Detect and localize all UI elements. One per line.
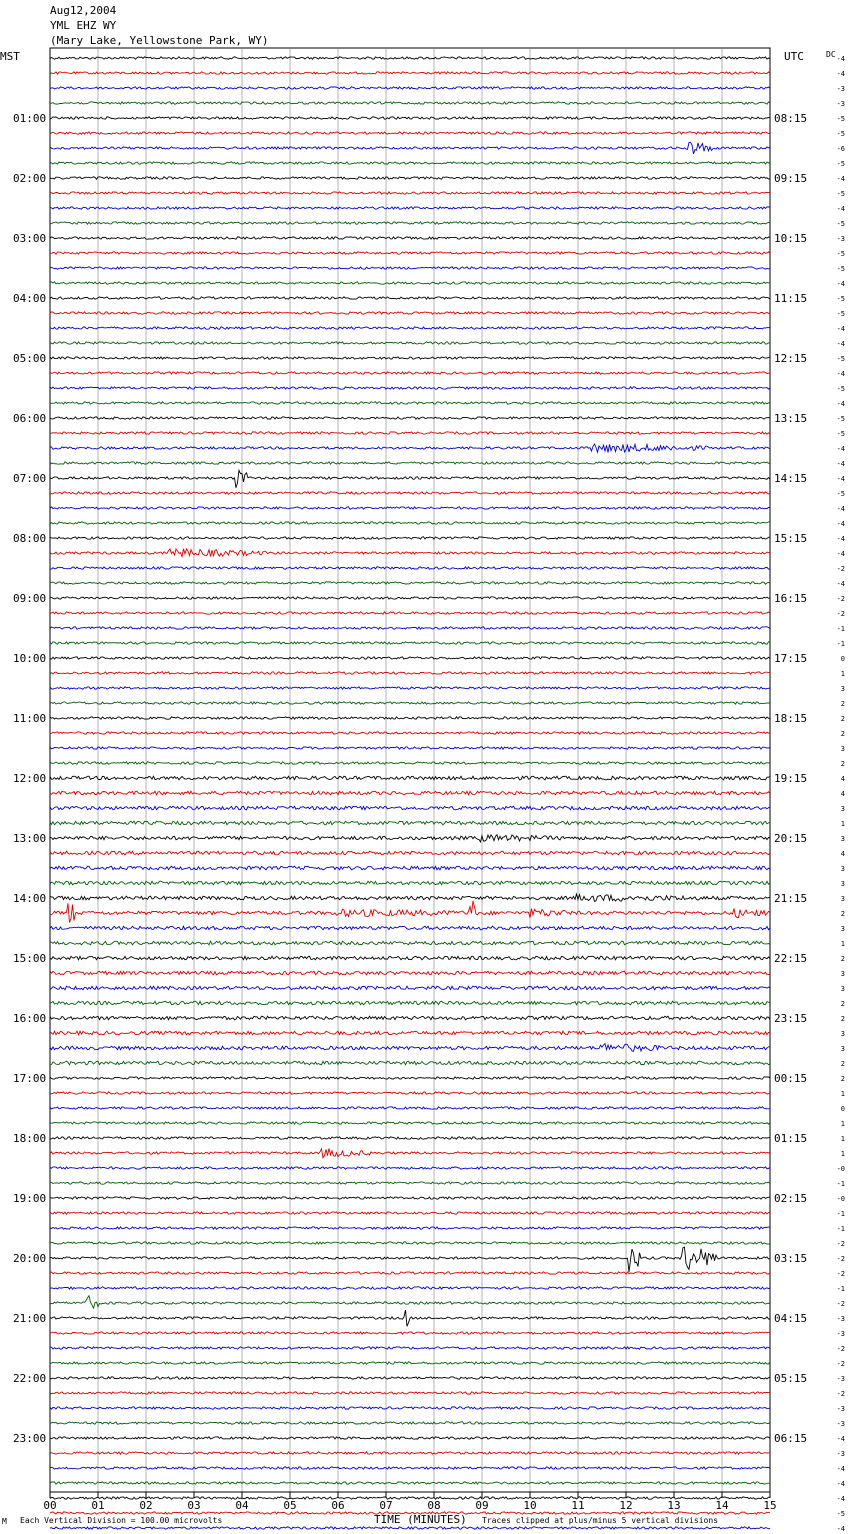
scale-note: Each Vertical Division = 100.00 microvolts [20, 1516, 223, 1525]
dc-offset-label: 4 [840, 790, 845, 798]
x-tick-label: 09 [475, 1499, 489, 1512]
seismic-trace [50, 1377, 770, 1379]
seismic-trace [50, 297, 770, 299]
seismic-trace [50, 1227, 770, 1229]
right-timezone-label: UTC [784, 50, 804, 63]
seismic-trace [50, 1407, 770, 1409]
dc-offset-label: -0 [836, 1195, 845, 1203]
dc-offset-label: -2 [836, 1345, 845, 1353]
seismic-trace [50, 327, 770, 329]
seismic-trace [50, 806, 770, 810]
dc-offset-label: -4 [836, 55, 845, 63]
dc-offset-label: -4 [836, 370, 845, 378]
right-hour-label: 01:15 [774, 1132, 808, 1145]
dc-offset-label: -2 [836, 1360, 845, 1368]
seismic-trace [50, 1212, 770, 1214]
right-hour-label: 06:15 [774, 1432, 808, 1445]
seismic-trace [50, 87, 770, 89]
x-tick-label: 04 [235, 1499, 249, 1512]
dc-offset-label: -3 [836, 1420, 845, 1428]
dc-offset-label: -4 [836, 70, 845, 78]
right-hour-label: 09:15 [774, 172, 808, 185]
dc-offset-label: -4 [836, 1525, 845, 1533]
seismic-trace [50, 417, 770, 419]
seismic-trace [50, 866, 770, 870]
seismic-trace [50, 612, 770, 614]
left-hour-label: 03:00 [13, 232, 47, 245]
x-tick-label: 06 [331, 1499, 345, 1512]
x-tick-label: 01 [91, 1499, 105, 1512]
seismic-trace [50, 402, 770, 404]
dc-offset-label: -3 [836, 1330, 845, 1338]
seismic-trace [50, 1061, 770, 1065]
dc-offset-label: -5 [836, 160, 845, 168]
x-tick-label: 05 [283, 1499, 297, 1512]
dc-offset-label: 1 [840, 670, 845, 678]
corner-mark: M [2, 1517, 7, 1526]
seismic-trace [50, 1001, 770, 1005]
seismic-trace [50, 1167, 770, 1169]
seismic-trace [50, 237, 770, 239]
seismic-trace [50, 1497, 770, 1499]
station-location: (Mary Lake, Yellowstone Park, WY) [50, 34, 269, 47]
dc-offset-label: 3 [840, 985, 845, 993]
dc-offset-label: -5 [836, 490, 845, 498]
seismic-trace [50, 627, 770, 629]
x-tick-label: 14 [715, 1499, 729, 1512]
seismic-trace [50, 1482, 770, 1484]
seismic-trace [50, 851, 770, 855]
dc-offset-label: -3 [836, 100, 845, 108]
dc-offset-label: 2 [840, 910, 845, 918]
dc-offset-label: -1 [836, 1210, 845, 1218]
dc-offset-label: -4 [836, 175, 845, 183]
seismic-trace [50, 1122, 770, 1124]
seismic-trace [50, 1296, 770, 1309]
seismic-trace [50, 177, 770, 179]
seismic-trace [50, 717, 770, 719]
seismic-trace [50, 1392, 770, 1394]
right-hour-label: 10:15 [774, 232, 808, 245]
left-hour-label: 23:00 [13, 1432, 47, 1445]
seismic-trace [50, 282, 770, 284]
seismic-trace [50, 1247, 770, 1272]
seismic-trace [50, 1467, 770, 1469]
seismic-trace [50, 791, 770, 795]
seismic-trace [50, 207, 770, 209]
right-hour-label: 16:15 [774, 592, 808, 605]
dc-offset-label: -4 [836, 520, 845, 528]
seismic-trace [50, 267, 770, 269]
seismic-trace [50, 470, 770, 487]
dc-offset-label: -5 [836, 415, 845, 423]
seismic-trace [50, 72, 770, 74]
seismic-trace [50, 762, 770, 764]
left-hour-label: 05:00 [13, 352, 47, 365]
seismic-trace [50, 894, 770, 901]
left-hour-label: 04:00 [13, 292, 47, 305]
seismic-trace [50, 162, 770, 164]
minute-gridlines [50, 48, 770, 1492]
left-hour-label: 21:00 [13, 1312, 47, 1325]
dc-offset-label: 1 [840, 940, 845, 948]
dc-offset-label: -5 [836, 130, 845, 138]
dc-offset-label: 2 [840, 1060, 845, 1068]
seismic-trace [50, 444, 770, 452]
dc-offset-label: -1 [836, 625, 845, 633]
seismic-trace [50, 1347, 770, 1349]
left-hour-label: 18:00 [13, 1132, 47, 1145]
seismic-trace [50, 372, 770, 374]
left-hour-label: 02:00 [13, 172, 47, 185]
dc-offset-label: -5 [836, 265, 845, 273]
dc-offset-label: -4 [836, 1435, 845, 1443]
dc-offset-label: 3 [840, 745, 845, 753]
x-tick-label: 08 [427, 1499, 441, 1512]
seismic-trace [50, 192, 770, 194]
dc-offset-label: -1 [836, 640, 845, 648]
dc-offset-label: -3 [836, 1375, 845, 1383]
dc-offset-label: -5 [836, 385, 845, 393]
seismic-trace [50, 956, 770, 960]
right-hour-label: 03:15 [774, 1252, 808, 1265]
dc-offset-label: 3 [840, 865, 845, 873]
left-hour-label: 11:00 [13, 712, 47, 725]
left-hour-label: 10:00 [13, 652, 47, 665]
x-tick-label: 12 [619, 1499, 633, 1512]
dc-offset-label: -5 [836, 355, 845, 363]
left-hour-label: 09:00 [13, 592, 47, 605]
seismic-trace [50, 1332, 770, 1334]
dc-offset-label: -1 [836, 1225, 845, 1233]
left-hour-label: 16:00 [13, 1012, 47, 1025]
right-hour-label: 18:15 [774, 712, 808, 725]
dc-offset-label: -3 [836, 1450, 845, 1458]
dc-offset-label: 2 [840, 760, 845, 768]
dc-offset-label: 3 [840, 805, 845, 813]
dc-offset-label: 2 [840, 700, 845, 708]
right-hour-label: 22:15 [774, 952, 808, 965]
station-code: YML EHZ WY [50, 19, 117, 32]
seismic-trace [50, 926, 770, 930]
seismic-trace [50, 672, 770, 674]
x-axis-title: TIME (MINUTES) [374, 1513, 467, 1526]
seismic-trace [50, 549, 770, 557]
left-hour-label: 01:00 [13, 112, 47, 125]
seismic-trace [50, 357, 770, 359]
dc-offset-label: -4 [836, 205, 845, 213]
left-hour-labels [13, 112, 46, 1445]
left-hour-label: 06:00 [13, 412, 47, 425]
seismic-trace [50, 387, 770, 389]
dc-offset-label: -2 [836, 565, 845, 573]
x-tick-label: 03 [187, 1499, 201, 1512]
record-date: Aug12,2004 [50, 4, 117, 17]
right-hour-label: 11:15 [774, 292, 808, 305]
dc-offset-label: -3 [836, 235, 845, 243]
right-hour-label: 20:15 [774, 832, 808, 845]
dc-offset-label: 3 [840, 925, 845, 933]
dc-offset-label: 1 [840, 1090, 845, 1098]
seismic-trace [50, 432, 770, 434]
left-hour-label: 17:00 [13, 1072, 47, 1085]
left-hour-label: 20:00 [13, 1252, 47, 1265]
dc-offset-label: -4 [836, 445, 845, 453]
seismic-trace [50, 1362, 770, 1364]
dc-offset-label: -4 [836, 460, 845, 468]
dc-offset-label: 2 [840, 1015, 845, 1023]
seismic-trace [50, 567, 770, 569]
dc-offset-label: -4 [836, 340, 845, 348]
dc-offset-label: -5 [836, 1510, 845, 1518]
seismic-trace [50, 312, 770, 314]
seismic-trace [50, 597, 770, 599]
dc-offset-label: -5 [836, 430, 845, 438]
dc-offset-label: 3 [840, 685, 845, 693]
seismic-trace [50, 881, 770, 885]
right-hour-label: 23:15 [774, 1012, 808, 1025]
seismic-trace [50, 941, 770, 945]
trace-group [50, 57, 770, 1534]
dc-offset-labels [837, 55, 845, 1534]
seismic-trace [50, 1137, 770, 1139]
dc-offset-label: -2 [836, 610, 845, 618]
dc-offset-label: -2 [836, 1300, 845, 1308]
dc-offset-label: 2 [840, 1075, 845, 1083]
dc-offset-label: -5 [836, 115, 845, 123]
seismic-trace [50, 142, 770, 154]
dc-offset-label: -4 [836, 1495, 845, 1503]
right-hour-label: 04:15 [774, 1312, 808, 1325]
seismic-trace [50, 1031, 770, 1035]
dc-offset-label: -4 [836, 1465, 845, 1473]
dc-offset-label: -6 [836, 145, 845, 153]
dc-offset-label: -0 [836, 1165, 845, 1173]
seismic-trace [50, 1149, 770, 1158]
seismic-trace [50, 1452, 770, 1454]
dc-offset-label: 3 [840, 895, 845, 903]
dc-offset-label: 3 [840, 970, 845, 978]
right-hour-label: 08:15 [774, 112, 808, 125]
seismic-trace [50, 57, 770, 59]
dc-offset-label: -4 [836, 280, 845, 288]
seismic-trace [50, 1422, 770, 1424]
dc-offset-label: -4 [836, 1480, 845, 1488]
right-hour-label: 19:15 [774, 772, 808, 785]
dc-offset-label: 0 [840, 655, 845, 663]
dc-offset-label: -2 [836, 1255, 845, 1263]
x-tick-label: 13 [667, 1499, 681, 1512]
left-hour-label: 19:00 [13, 1192, 47, 1205]
right-hour-label: 14:15 [774, 472, 808, 485]
dc-offset-label: 1 [840, 1120, 845, 1128]
seismic-trace [50, 901, 770, 923]
dc-offset-label: -4 [836, 325, 845, 333]
dc-offset-label: 2 [840, 730, 845, 738]
right-hour-label: 21:15 [774, 892, 808, 905]
x-axis [43, 1492, 776, 1512]
dc-offset-label: 1 [840, 1135, 845, 1143]
dc-offset-label: -1 [836, 1285, 845, 1293]
dc-offset-label: -2 [836, 1390, 845, 1398]
dc-offset-label: -2 [836, 1240, 845, 1248]
right-hour-label: 12:15 [774, 352, 808, 365]
dc-offset-label: 1 [840, 820, 845, 828]
seismic-trace [50, 462, 770, 464]
dc-offset-label: -3 [836, 1405, 845, 1413]
x-tick-label: 11 [571, 1499, 585, 1512]
left-hour-label: 13:00 [13, 832, 47, 845]
seismic-trace [50, 132, 770, 134]
seismic-trace [50, 1287, 770, 1289]
left-hour-label: 07:00 [13, 472, 47, 485]
clip-note: Traces clipped at plus/minus 5 vertical divisions [482, 1516, 719, 1525]
seismic-trace [50, 642, 770, 644]
seismic-trace [50, 1197, 770, 1199]
seismic-trace [50, 537, 770, 539]
seismic-trace [50, 687, 770, 689]
seismic-trace [50, 582, 770, 584]
dc-offset-label: -4 [836, 550, 845, 558]
seismic-trace [50, 732, 770, 734]
seismic-trace [50, 492, 770, 494]
dc-offset-label: -4 [836, 535, 845, 543]
dc-offset-label: -4 [836, 580, 845, 588]
seismic-trace [50, 1527, 770, 1529]
dc-offset-label: 0 [840, 1105, 845, 1113]
dc-offset-label: -3 [836, 1315, 845, 1323]
seismic-trace [50, 1092, 770, 1094]
seismic-trace [50, 747, 770, 749]
x-tick-label: 00 [43, 1499, 57, 1512]
seismic-trace [50, 1242, 770, 1244]
dc-header-label: DC [826, 50, 836, 59]
seismic-trace [50, 1016, 770, 1020]
seismic-trace [50, 776, 770, 780]
seismic-trace [50, 522, 770, 524]
seismic-trace [50, 1044, 770, 1052]
seismic-trace [50, 986, 770, 990]
dc-offset-label: 2 [840, 715, 845, 723]
seismic-trace [50, 971, 770, 975]
right-hour-label: 05:15 [774, 1372, 808, 1385]
right-hour-label: 02:15 [774, 1192, 808, 1205]
dc-offset-label: 4 [840, 850, 845, 858]
seismic-trace [50, 657, 770, 659]
right-hour-labels [774, 112, 807, 1445]
dc-offset-label: -2 [836, 1270, 845, 1278]
dc-offset-label: -4 [836, 505, 845, 513]
seismic-trace [50, 222, 770, 224]
seismic-trace [50, 835, 770, 842]
seismic-trace [50, 102, 770, 104]
right-hour-label: 17:15 [774, 652, 808, 665]
x-tick-label: 02 [139, 1499, 153, 1512]
dc-offset-label: -3 [836, 85, 845, 93]
dc-offset-label: -4 [836, 475, 845, 483]
dc-offset-label: 3 [840, 1045, 845, 1053]
dc-offset-label: -5 [836, 220, 845, 228]
seismic-trace [50, 342, 770, 344]
dc-offset-label: 3 [840, 880, 845, 888]
dc-offset-label: -5 [836, 310, 845, 318]
dc-offset-label: -4 [836, 400, 845, 408]
seismic-trace [50, 1182, 770, 1184]
x-tick-label: 15 [763, 1499, 777, 1512]
right-hour-label: 13:15 [774, 412, 808, 425]
dc-offset-label: 3 [840, 1030, 845, 1038]
left-hour-label: 08:00 [13, 532, 47, 545]
x-tick-label: 10 [523, 1499, 537, 1512]
seismic-trace [50, 117, 770, 119]
right-hour-label: 15:15 [774, 532, 808, 545]
right-hour-label: 00:15 [774, 1072, 808, 1085]
left-hour-label: 22:00 [13, 1372, 47, 1385]
seismic-trace [50, 1310, 770, 1326]
left-hour-label: 15:00 [13, 952, 47, 965]
seismic-trace [50, 252, 770, 254]
dc-offset-label: -5 [836, 250, 845, 258]
plot-frame [50, 48, 770, 1492]
seismic-trace [50, 507, 770, 509]
x-tick-label: 07 [379, 1499, 393, 1512]
dc-offset-label: -2 [836, 595, 845, 603]
seismic-trace [50, 702, 770, 704]
seismic-trace [50, 1437, 770, 1439]
seismic-trace [50, 1272, 770, 1274]
dc-offset-label: -1 [836, 1180, 845, 1188]
seismic-trace [50, 1077, 770, 1079]
dc-offset-label: -5 [836, 295, 845, 303]
left-hour-label: 12:00 [13, 772, 47, 785]
left-hour-label: 14:00 [13, 892, 47, 905]
seismic-trace [50, 821, 770, 825]
dc-offset-label: 3 [840, 835, 845, 843]
left-timezone-label: MST [0, 50, 20, 63]
dc-offset-label: 2 [840, 955, 845, 963]
seismic-trace [50, 1107, 770, 1109]
dc-offset-label: 1 [840, 1150, 845, 1158]
dc-offset-label: 2 [840, 1000, 845, 1008]
dc-offset-label: -5 [836, 190, 845, 198]
dc-offset-label: 4 [840, 775, 845, 783]
